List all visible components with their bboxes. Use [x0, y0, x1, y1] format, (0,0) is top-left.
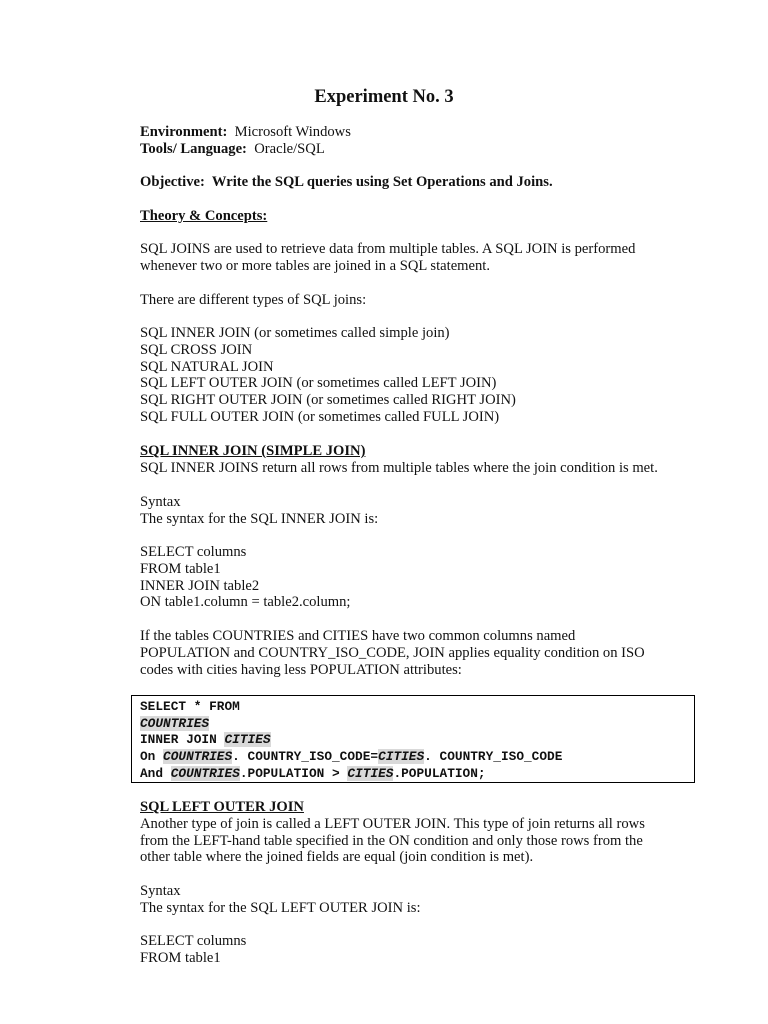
left-outer-join-heading: SQL LEFT OUTER JOIN [140, 799, 304, 815]
intro-line: whenever two or more tables are joined in a SQL statement. [140, 257, 491, 274]
example-line: If the tables COUNTRIES and CITIES have two common columns named [140, 628, 576, 644]
objective-label: Objective: [140, 174, 205, 190]
syntax-line: SELECT columns [140, 544, 247, 560]
join-type-item: SQL RIGHT OUTER JOIN (or sometimes called RIGHT JOIN) [140, 392, 516, 409]
left-join-syntax [140, 933, 720, 967]
page-title: Experiment No. 3 [314, 87, 454, 107]
join-type-item: SQL INNER JOIN (or sometimes called simple join) [140, 325, 450, 341]
example-line: POPULATION and COUNTRY_ISO_CODE, JOIN applies equality condition on ISO [140, 644, 645, 661]
environment-value: Microsoft Windows [234, 124, 351, 140]
inner-join-description: SQL INNER JOINS return all rows from multiple tables where the join condition is met. [140, 459, 658, 476]
inner-join-syntax [140, 544, 720, 611]
tools-label: Tools/ Language: [140, 140, 247, 157]
join-type-item: SQL LEFT OUTER JOIN (or sometimes called LEFT JOIN) [140, 375, 497, 392]
inner-join-heading: SQL INNER JOIN (SIMPLE JOIN) [140, 443, 366, 459]
intro-line: SQL JOINS are used to retrieve data from multiple tables. A SQL JOIN is performed [140, 241, 636, 257]
code-keyword: And [140, 765, 171, 781]
left-join-description-line: Another type of join is called a LEFT OUTER JOIN. This type of join returns all rows [140, 815, 645, 832]
syntax-line: FROM table1 [140, 560, 221, 577]
join-types-list [140, 325, 720, 426]
code-table-cities: CITIES [378, 749, 425, 765]
code-example-box [131, 695, 695, 783]
syntax-line: FROM table1 [140, 949, 221, 966]
tools-line [140, 141, 720, 158]
inner-join-section [140, 443, 720, 477]
syntax-label: Syntax [140, 883, 181, 899]
meta-block [140, 124, 720, 158]
code-keyword: On [140, 749, 164, 765]
code-table-cities: CITIES [224, 732, 271, 748]
code-table-countries: COUNTRIES [170, 765, 240, 781]
code-table-countries: COUNTRIES [140, 715, 210, 731]
environment-label: Environment: [140, 124, 228, 140]
join-type-item: SQL FULL OUTER JOIN (or sometimes called FULL JOIN) [140, 408, 500, 425]
intro-paragraph [140, 241, 720, 275]
code-line: SELECT * FROM [140, 699, 240, 714]
code-fragment: .POPULATION > [239, 765, 348, 781]
code-table-countries: COUNTRIES [163, 749, 233, 765]
syntax-intro: The syntax for the SQL INNER JOIN is: [140, 510, 379, 527]
objective-line [140, 174, 720, 191]
example-line: codes with cities having less POPULATION attributes: [140, 661, 462, 678]
code-fragment: .POPULATION; [393, 765, 486, 781]
environment-line [140, 124, 720, 141]
inner-join-syntax-intro [140, 494, 720, 528]
syntax-label: Syntax [140, 494, 181, 510]
code-table-cities: CITIES [347, 765, 394, 781]
syntax-line: SELECT columns [140, 933, 247, 949]
left-outer-join-section [140, 799, 720, 866]
objective-value: Write the SQL queries using Set Operations and Joins. [211, 174, 553, 190]
theory-heading: Theory & Concepts: [140, 208, 268, 224]
syntax-line: INNER JOIN table2 [140, 577, 260, 594]
join-type-item: SQL NATURAL JOIN [140, 358, 274, 375]
tools-value: Oracle/SQL [254, 140, 325, 157]
join-type-item: SQL CROSS JOIN [140, 341, 253, 358]
left-join-syntax-intro [140, 883, 720, 917]
inner-join-example-text [140, 628, 720, 678]
types-intro: There are different types of SQL joins: [140, 292, 367, 308]
syntax-line: ON table1.column = table2.column; [140, 594, 351, 611]
code-keyword: INNER JOIN [140, 732, 225, 748]
code-example [140, 699, 562, 783]
left-join-description-line: other table where the joined fields are equal (join condition is met). [140, 849, 534, 866]
left-join-description-line: from the LEFT-hand table specified in the ON condition and only those rows from the [140, 832, 643, 849]
syntax-intro: The syntax for the SQL LEFT OUTER JOIN is: [140, 899, 421, 916]
code-fragment: . COUNTRY_ISO_CODE= [232, 749, 379, 765]
code-fragment: . COUNTRY_ISO_CODE [424, 749, 563, 765]
